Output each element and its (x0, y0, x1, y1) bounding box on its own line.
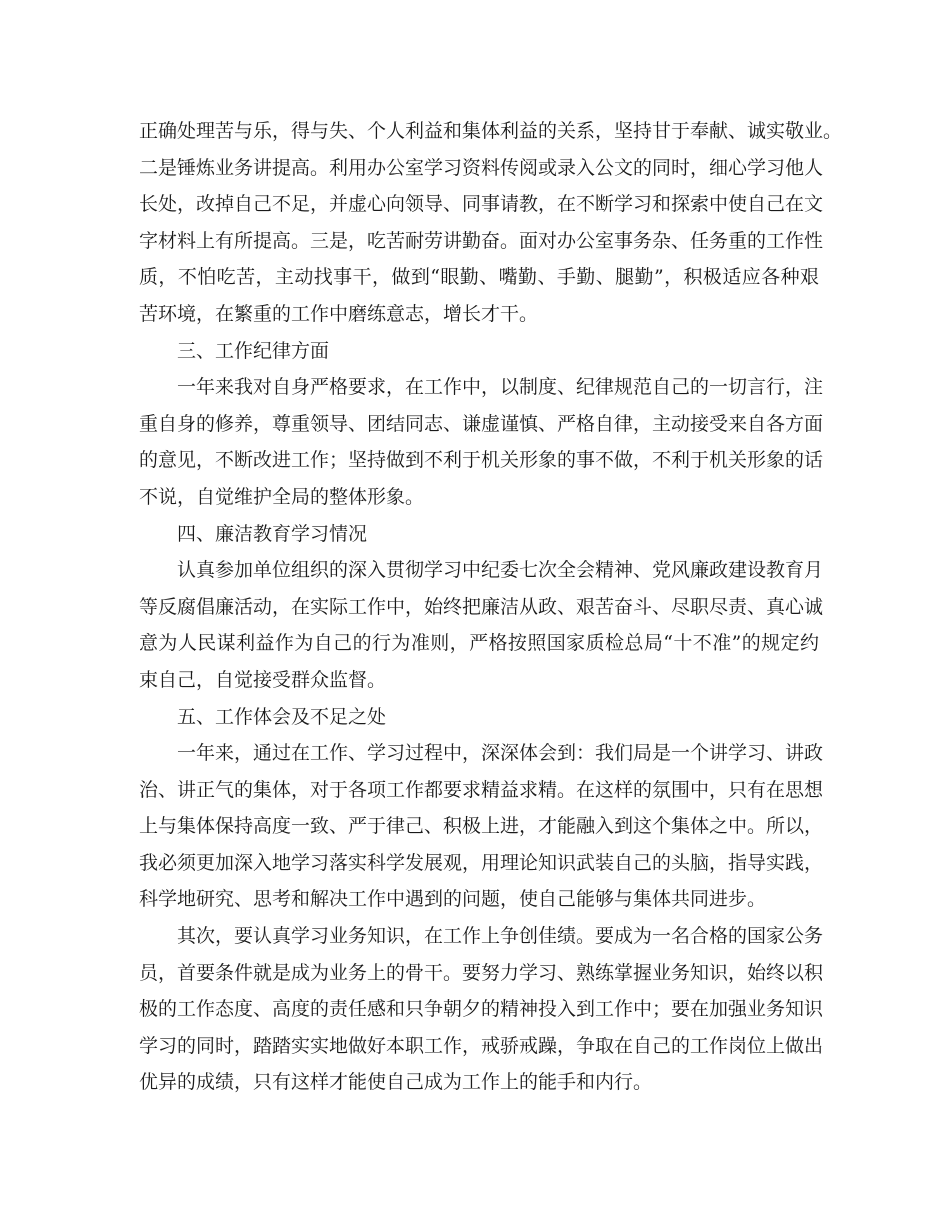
text-line: 等反腐倡廉活动，在实际工作中，始终把廉洁从政、艰苦奋斗、尽职尽责、真心诚 (139, 595, 824, 618)
text-line: 科学地研究、思考和解决工作中遇到的问题，使自己能够与集体共同进步。 (139, 888, 767, 911)
text-line: 二是锤炼业务讲提高。利用办公室学习资料传阅或录入公文的同时，细心学习他人 (139, 156, 824, 179)
text-line: 不说，自觉维护全局的整体形象。 (139, 485, 425, 508)
text-line: 长处，改掉自己不足，并虚心向领导、同事请教，在不断学习和探索中使自己在文 (139, 193, 824, 216)
text-line: 重自身的修养，尊重领导、团结同志、谦虚谨慎、严格自律，主动接受来自各方面 (139, 412, 824, 435)
text-line: 的意见，不断改进工作；坚持做到不利于机关形象的事不做，不利于机关形象的话 (139, 449, 824, 472)
text-line: 字材料上有所提高。三是，吃苦耐劳讲勤奋。面对办公室事务杂、任务重的工作性 (139, 229, 824, 252)
text-line: 我必须更加深入地学习落实科学发展观，用理论知识武装自己的头脑，指导实践， (139, 851, 824, 874)
text-line: 正确处理苦与乐，得与失、个人利益和集体利益的关系，坚持甘于奉献、诚实敬业。 (139, 120, 843, 142)
section-heading-experience-shortcomings: 五、工作体会及不足之处 (177, 705, 387, 728)
text-line: 苦环境，在繁重的工作中磨练意志，增长才干。 (139, 302, 539, 325)
section-heading-integrity-education: 四、廉洁教育学习情况 (177, 522, 368, 545)
text-line: 认真参加单位组织的深入贯彻学习中纪委七次全会精神、党风廉政建设教育月 (177, 559, 824, 582)
text-line: 优异的成绩，只有这样才能使自己成为工作上的能手和内行。 (139, 1071, 653, 1094)
text-line: 极的工作态度、高度的责任感和只争朝夕的精神投入到工作中；要在加强业务知识 (139, 998, 824, 1021)
section-heading-work-discipline: 三、工作纪律方面 (177, 339, 330, 362)
text-line: 束自己，自觉接受群众监督。 (139, 668, 387, 691)
text-line: 治、讲正气的集体，对于各项工作都要求精益求精。在这样的氛围中，只有在思想 (139, 778, 824, 801)
text-line: 一年来我对自身严格要求，在工作中，以制度、纪律规范自己的一切言行，注 (177, 376, 824, 399)
document-page (139, 113, 843, 1101)
text-line: 员，首要条件就是成为业务上的骨干。要努力学习、熟练掌握业务知识，始终以积 (139, 961, 824, 984)
text-line: 其次，要认真学习业务知识，在工作上争创佳绩。要成为一名合格的国家公务 (177, 925, 824, 948)
text-line: 学习的同时，踏踏实实地做好本职工作，戒骄戒躁，争取在自己的工作岗位上做出 (139, 1034, 824, 1057)
text-line: 意为人民谋利益作为自己的行为准则，严格按照国家质检总局“十不准”的规定约 (139, 632, 819, 655)
text-line: 质，不怕吃苦，主动找事干，做到“眼勤、嘴勤、手勤、腿勤”，积极适应各种艰 (139, 266, 819, 289)
text-line: 一年来，通过在工作、学习过程中，深深体会到：我们局是一个讲学习、讲政 (177, 742, 824, 765)
text-line: 上与集体保持高度一致、严于律己、积极上进，才能融入到这个集体之中。所以， (139, 815, 824, 838)
